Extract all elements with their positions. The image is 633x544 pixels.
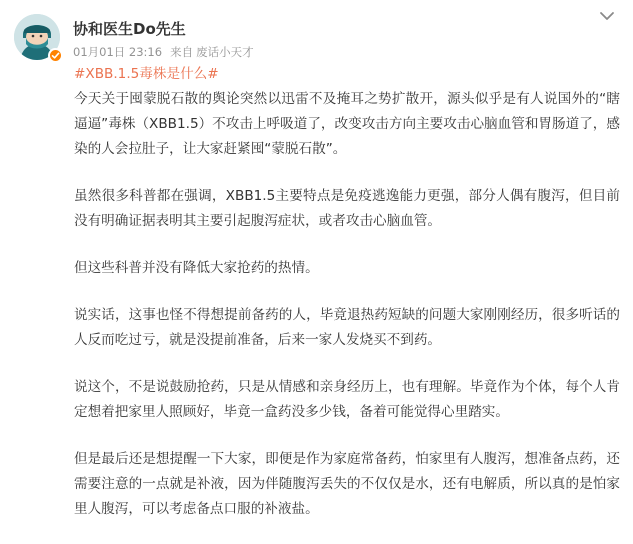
post-paragraph: 今天关于囤蒙脱石散的舆论突然以迅雷不及掩耳之势扩散开，源头似乎是有人说国外的“瞎逼逼”毒株（XBB1.5）不攻击上呼吸道了，改变攻击方向主要攻击心脑血管和胃肠道了，感染的人会拉肚子，让大家赶紧囤“蒙脱石散”。 [74, 91, 620, 157]
post-paragraph: 说这个，不是说鼓励抢药，只是从情感和亲身经历上，也有理解。毕竟作为个体，每个人肯定想着把家里人照顾好，毕竟一盒药没多少钱，备着可能觉得心里踏实。 [74, 379, 620, 420]
verified-badge-icon [48, 48, 63, 63]
from-label: 来自 [170, 45, 194, 59]
post-paragraph: 虽然很多科普都在强调，XBB1.5主要特点是免疫逃逸能力更强，部分人偶有腹泻，但目前没有明确证据表明其主要引起腹泻症状，或者攻击心脑血管。 [74, 188, 620, 229]
post-meta [73, 44, 262, 60]
post-content [74, 63, 620, 544]
post-paragraph: 说实话，这事也怪不得想提前备药的人，毕竟退热药短缺的问题大家刚刚经历，很多听话的人反而吃过亏，就是没提前准备，后来一家人发烧买不到药。 [74, 307, 620, 348]
post-paragraph: 但这些科普并没有降低大家抢药的热情。 [74, 260, 319, 276]
hashtag-link[interactable]: #XBB.1.5毒株是什么# [74, 66, 219, 82]
post-date[interactable]: 01月01日 23:16 [73, 45, 163, 59]
chevron-down-icon[interactable] [598, 8, 616, 22]
username[interactable]: 协和医生Do先生 [73, 20, 186, 38]
post-source[interactable]: 废话小天才 [196, 45, 254, 59]
post-paragraph: 但是最后还是想提醒一下大家，即便是作为家庭常备药，怕家里有人腹泻，想准备点药，还需要注意的一点就是补液，因为伴随腹泻丢失的不仅仅是水，还有电解质，所以真的是怕家里人腹泻，可以考虑备点口服的补液盐。 [74, 451, 620, 517]
